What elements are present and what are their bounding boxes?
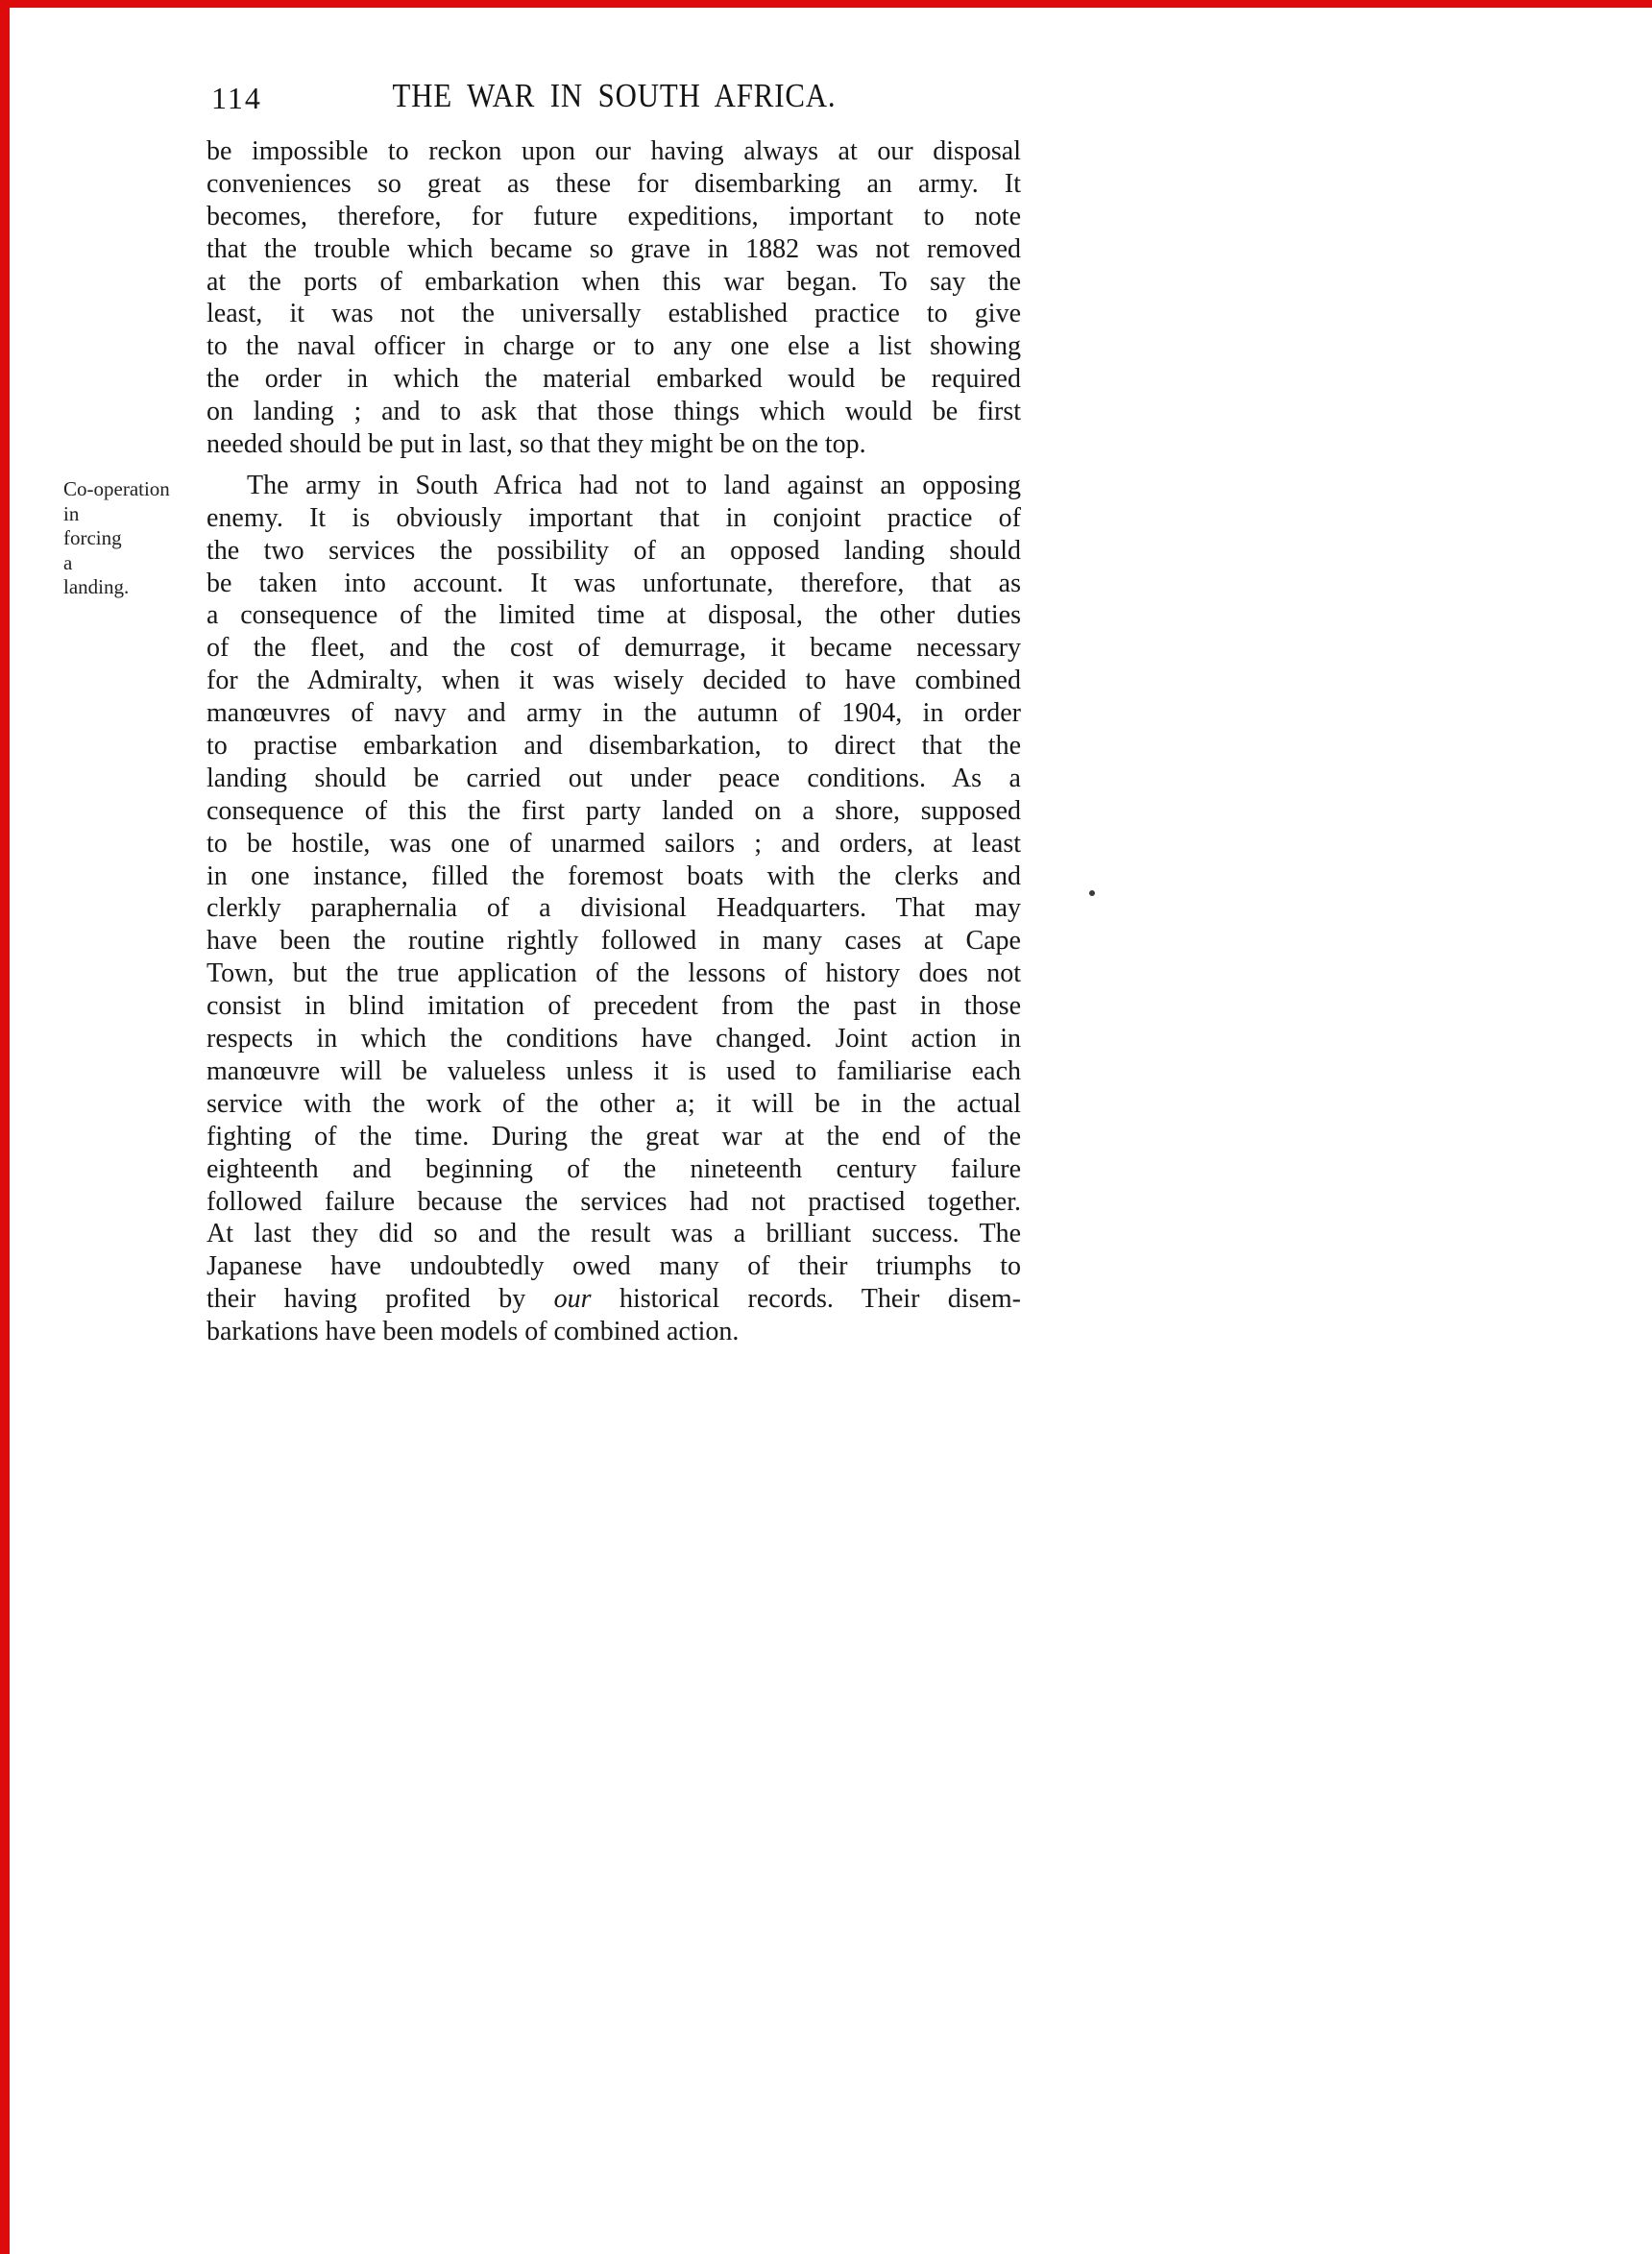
text-line: to practise embarkation and disembarkation, to direct that the [206, 731, 1021, 762]
text-line: manœuvre will be valueless unless it is used to familiarise each [206, 1055, 1021, 1086]
running-head [206, 77, 1021, 115]
text-line: conveniences so great as these for disembarking an army. It [206, 168, 1021, 199]
text-line: service with the work of the other a; it will be in the actual [206, 1088, 1021, 1119]
text-line: Japanese have undoubtedly owed many of their triumphs to [206, 1251, 1021, 1282]
text-line: At last they did so and the result was a brilliant success. The [206, 1219, 1021, 1249]
margin-note-line: forcing [63, 526, 122, 549]
margin-note-line: Co-operation [63, 477, 170, 500]
text-line: consist in blind imitation of precedent from the past in those [206, 991, 1021, 1022]
text-line: enemy. It is obviously important that in conjoint practice of [206, 502, 1021, 533]
text-line: the two services the possibility of an opposed landing should [206, 535, 1021, 566]
text-line: clerkly paraphernalia of a divisional Headquarters. That may [206, 893, 1021, 924]
text-line: the order in which the material embarked would be required [206, 364, 1021, 395]
paragraph [206, 135, 1021, 461]
text-line: Town, but the true application of the lessons of history does not [206, 958, 1021, 989]
text-line: a consequence of the limited time at disposal, the other duties [206, 600, 1021, 631]
body-text [206, 135, 1021, 1348]
margin-note [63, 477, 207, 600]
text-line: landing should be carried out under peace conditions. As a [206, 763, 1021, 793]
text-line: in one instance, filled the foremost boats with the clerks and [206, 860, 1021, 891]
red-scan-edge-top [0, 0, 1652, 8]
margin-note-line: a [63, 550, 73, 574]
text-line: eighteenth and beginning of the nineteenth century failure [206, 1153, 1021, 1184]
text-line: for the Admiralty, when it was wisely decided to have combined [206, 666, 1021, 696]
text-line: consequence of this the first party landed on a shore, supposed [206, 795, 1021, 826]
running-head-title: THE WAR IN SOUTH AFRICA. [392, 77, 836, 114]
page-number: 114 [211, 81, 262, 115]
text-line: their having profited by our historical records. Their disem- [206, 1284, 1021, 1315]
text-line: becomes, therefore, for future expeditions, important to note [206, 201, 1021, 231]
text-line: that the trouble which became so grave in 1882 was not removed [206, 233, 1021, 264]
text-line: least, it was not the universally established practice to give [206, 299, 1021, 329]
text-line: to be hostile, was one of unarmed sailors ; and orders, at least [206, 828, 1021, 859]
paragraph [206, 470, 1021, 1348]
red-scan-edge-left [0, 0, 10, 2254]
text-line: fighting of the time. During the great war at the end of the [206, 1121, 1021, 1151]
text-line: have been the routine rightly followed in many cases at Cape [206, 926, 1021, 957]
text-line: on landing ; and to ask that those things which would be first [206, 397, 1021, 427]
text-line: to the naval officer in charge or to any one else a list showing [206, 331, 1021, 362]
text-line: barkations have been models of combined action. [206, 1317, 740, 1347]
text-line: be impossible to reckon upon our having always at our disposal [206, 136, 1021, 166]
text-line: needed should be put in last, so that they might be on the top. [206, 429, 866, 460]
text-line: of the fleet, and the cost of demurrage, it became necessary [206, 633, 1021, 664]
text-line: at the ports of embarkation when this war began. To say the [206, 266, 1021, 297]
ink-speck [1089, 890, 1095, 896]
text-line: be taken into account. It was unfortunate, therefore, that as [206, 568, 1021, 598]
text-line: followed failure because the services had not practised together. [206, 1186, 1021, 1217]
text-line: manœuvres of navy and army in the autumn of 1904, in order [206, 698, 1021, 729]
margin-note-line: in [63, 501, 80, 525]
text-line: The army in South Africa had not to land against an opposing [247, 470, 1021, 500]
text-line: respects in which the conditions have changed. Joint action in [206, 1024, 1021, 1054]
margin-note-line: landing. [63, 575, 130, 598]
